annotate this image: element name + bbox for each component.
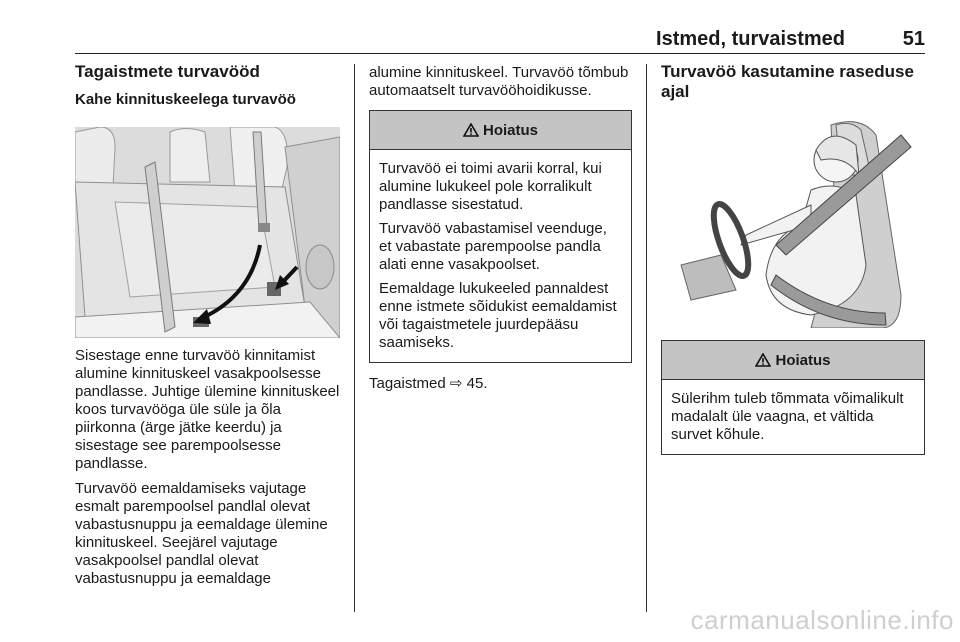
column-divider	[354, 64, 355, 612]
warning-header	[370, 111, 631, 150]
warning-text: Turvavöö ei toimi avarii korral, kui alumine lukukeel pole korralikult pandlasse sisestatud.	[379, 160, 602, 213]
page-header	[75, 28, 925, 50]
reference-arrow-icon: ⇨	[449, 375, 463, 392]
warning-text: Turvavöö vabastamisel veenduge, et vabastate parempoolse pandla alati enne vasakpoolset.	[379, 220, 607, 273]
pregnant-driver-illustration	[661, 115, 925, 328]
column-2	[369, 62, 632, 393]
warning-triangle-icon	[463, 123, 479, 137]
column-divider	[646, 64, 647, 612]
warning-title: Hoiatus	[482, 121, 538, 139]
warning-header	[662, 341, 924, 380]
paragraph: alumine kinnituskeel. Turvavöö tõmbub automaatselt turvavööhoidikusse.	[369, 64, 629, 99]
subsection-heading: Kahe kinnituskeelega turvavöö	[75, 91, 296, 108]
cross-reference	[369, 375, 632, 393]
reference-page[interactable]: 45.	[466, 375, 488, 392]
section-heading: Tagaistmete turvavööd	[75, 62, 260, 81]
warning-box	[661, 340, 925, 455]
warning-text: Sülerihm tuleb tõmmata võimalikult madalalt üle vaagna, et vältida survet kõhule.	[671, 390, 904, 443]
reference-text: Tagaistmed	[369, 375, 446, 392]
warning-title: Hoiatus	[775, 351, 831, 369]
paragraph: Sisestage enne turvavöö kinnitamist alumine kinnituskeel vasakpoolsesse pandlasse. Juhtige ülemine kinnituskeel koos turvavööga üle süle ja õla piirkonna (ärge jätke keerdu) ja sisestage see parempoolsesse pandlasse.	[75, 347, 340, 472]
warning-body	[662, 380, 924, 454]
warning-box	[369, 110, 632, 363]
header-title: Istmed, turvaistmed	[656, 28, 845, 50]
page-number: 51	[902, 28, 925, 50]
column-1	[75, 62, 340, 588]
section-heading: Turvavöö kasutamine raseduse ajal	[661, 62, 914, 101]
warning-body	[370, 150, 631, 362]
paragraph: Turvavöö eemaldamiseks vajutage esmalt parempoolsel pandlal olevat vabastusnuppu ja eemaldage ülemine kinnituskeel. Seejärel vajutage vasakpoolsel pandlal olevat vabastusnuppu ja eemaldage	[75, 480, 328, 587]
rear-seatbelt-illustration	[75, 127, 340, 338]
warning-triangle-icon	[755, 353, 771, 367]
warning-text: Eemaldage lukukeeled pannaldest enne istmete sõidukist eemaldamist või tagaistmetele juurdepääsu saamiseks.	[379, 280, 617, 351]
watermark: carmanualsonline.info	[690, 605, 954, 635]
header-rule	[75, 53, 925, 54]
column-3	[661, 62, 925, 455]
